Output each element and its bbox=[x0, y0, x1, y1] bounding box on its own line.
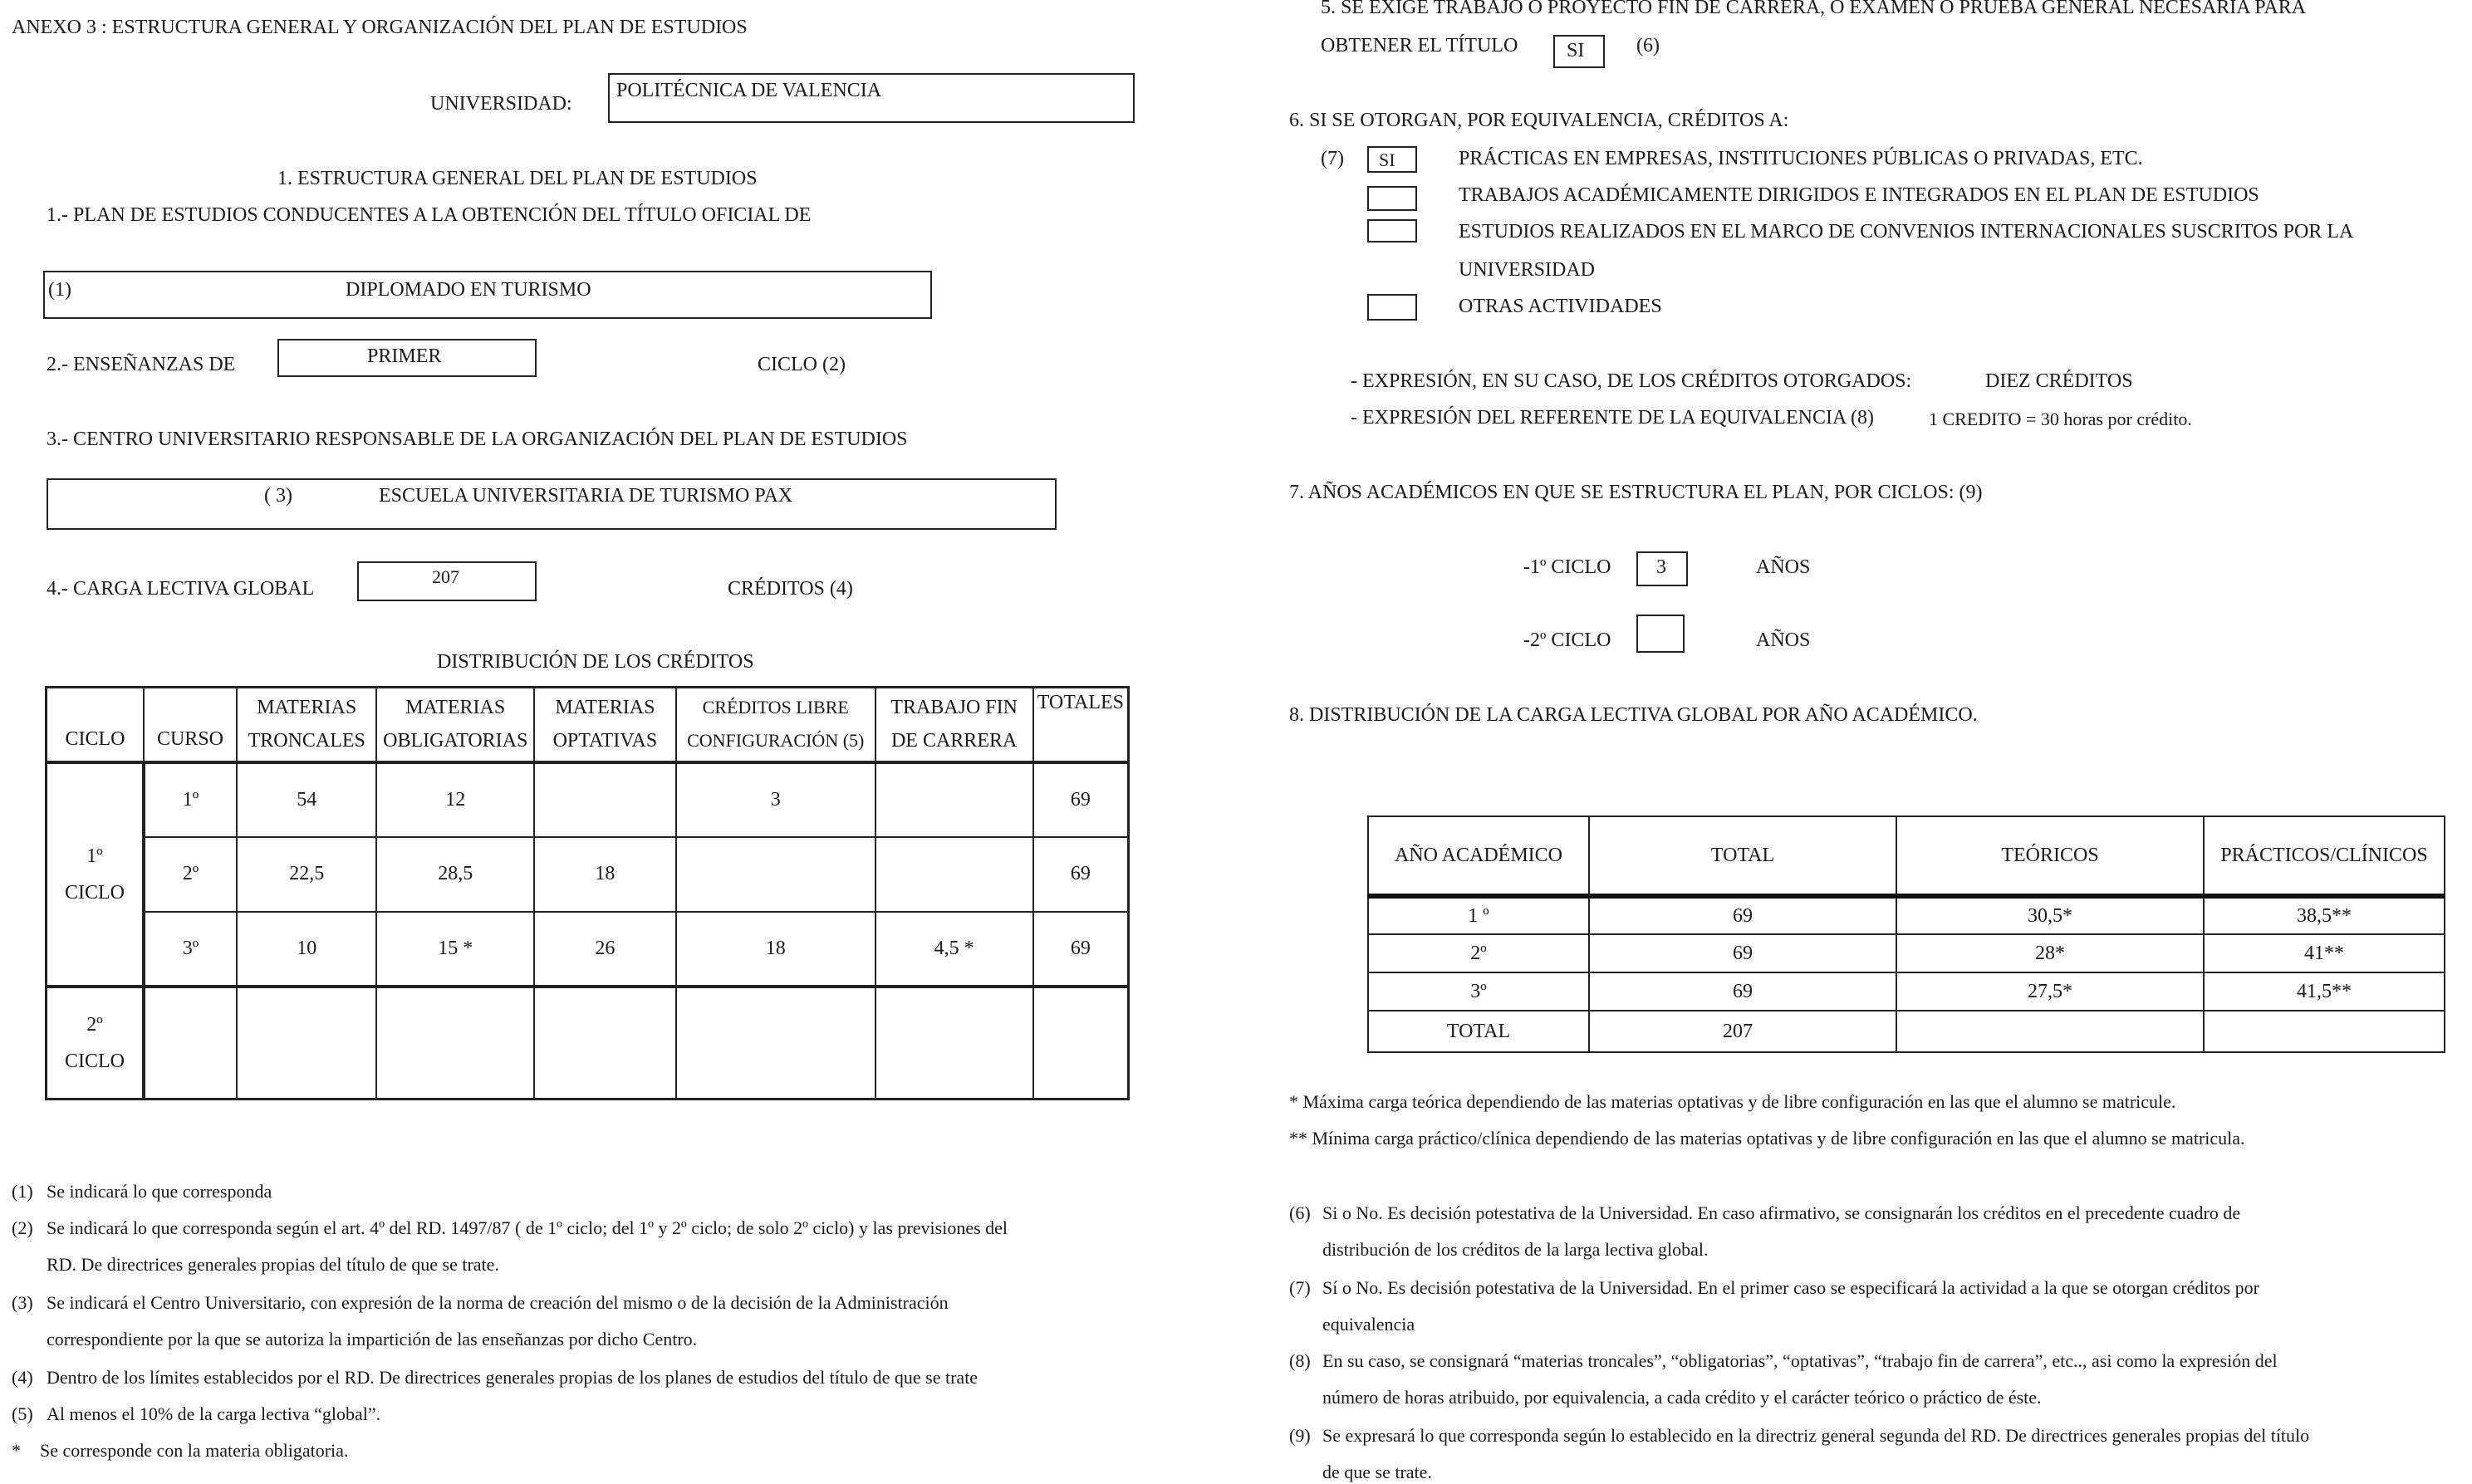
table-cell: 18 bbox=[534, 837, 676, 912]
item3-label: 3.- CENTRO UNIVERSITARIO RESPONSABLE DE LA ORGANIZACIÓN DEL PLAN DE ESTUDIOS bbox=[47, 429, 908, 450]
dist-header-cell: MATERIAS TRONCALES bbox=[237, 688, 376, 762]
table-cell bbox=[676, 837, 876, 912]
table-cell: 3º bbox=[144, 912, 237, 987]
footnote-text: Si o No. Es decisión potestativa de la Universidad. En caso afirmativo, se consignarán los créditos en el precedente cuadro de bbox=[1322, 1202, 2241, 1223]
table-row bbox=[1368, 1011, 2445, 1052]
table-cell: 38,5** bbox=[2204, 896, 2445, 934]
dist-header-cell: CRÉDITOS LIBRE CONFIGURACIÓN (5) bbox=[676, 688, 876, 762]
footnote-text: Se indicará el Centro Universitario, con expresión de la norma de creación del mismo o de la decisión de la Administración bbox=[47, 1292, 949, 1313]
table-row bbox=[47, 912, 1129, 987]
table-cell bbox=[376, 987, 534, 1100]
table-cell: 10 bbox=[237, 912, 376, 987]
table-cell: 69 bbox=[1589, 896, 1896, 934]
titulo-ref: (1) bbox=[48, 279, 71, 301]
table-cell bbox=[534, 987, 676, 1100]
table-cell: 54 bbox=[237, 762, 376, 837]
distribution-header-row bbox=[47, 688, 1129, 762]
table-cell bbox=[1896, 1011, 2204, 1052]
table-cell: 27,5* bbox=[1896, 972, 2204, 1011]
table-cell: 28,5 bbox=[376, 837, 534, 912]
titulo-value: DIPLOMADO EN TURISMO bbox=[346, 279, 591, 301]
footnote-text: distribución de los créditos de la larga lectiva global. bbox=[1322, 1239, 1709, 1260]
table-cell bbox=[534, 762, 676, 837]
footnote-text: equivalencia bbox=[1322, 1314, 1415, 1335]
footnote-text: En su caso, se consignará “materias troncales”, “obligatorias”, “optativas”, “trabajo fin de carrera”, etc.., asi como la expresión del bbox=[1322, 1350, 2278, 1371]
table-cell: 69 bbox=[1589, 934, 1896, 972]
item5-value: SI bbox=[1567, 40, 1585, 61]
item8-title: 8. DISTRIBUCIÓN DE LA CARGA LECTIVA GLOBAL POR AÑO ACADÉMICO. bbox=[1289, 704, 1978, 726]
option-practicas: PRÁCTICAS EN EMPRESAS, INSTITUCIONES PÚBLICAS O PRIVADAS, ETC. bbox=[1459, 148, 2143, 169]
ciclo2-field bbox=[1636, 615, 1685, 653]
dist-header-cell: CURSO bbox=[144, 688, 237, 762]
table-cell: 2º bbox=[144, 837, 237, 912]
table-cell bbox=[876, 762, 1033, 837]
table-cell: 15 * bbox=[376, 912, 534, 987]
item5-line1: 5. SE EXIGE TRABAJO O PROYECTO FIN DE CARRERA, O EXAMEN O PRUEBA GENERAL NECESARIA PARA bbox=[1321, 0, 2307, 18]
item6-title: 6. SI SE OTORGAN, POR EQUIVALENCIA, CRÉDITOS A: bbox=[1289, 110, 1789, 131]
table-cell bbox=[144, 987, 237, 1100]
centro-value: ESCUELA UNIVERSITARIA DE TURISMO PAX bbox=[379, 485, 793, 507]
star-note: ** Mínima carga práctico/clínica dependiendo de las materias optativas y de libre configuración en las que el alumno se matricula. bbox=[1289, 1128, 2245, 1149]
annual-header-cell: PRÁCTICOS/CLÍNICOS bbox=[2204, 816, 2445, 896]
table-cell: 12 bbox=[376, 762, 534, 837]
table-cell: 1 º bbox=[1368, 896, 1589, 934]
footnote-text: Se indicará lo que corresponda según el art. 4º del RD. 1497/87 ( de 1º ciclo; del 1º y 2º ciclo; de solo 2º ciclo) y las previsiones del bbox=[47, 1217, 1008, 1238]
footnote-ref: (7) bbox=[1289, 1277, 1311, 1298]
footnote-ref: (9) bbox=[1289, 1425, 1311, 1446]
footnote-text: RD. De directrices generales propias del título de que se trate. bbox=[47, 1254, 499, 1275]
option-otras: OTRAS ACTIVIDADES bbox=[1459, 296, 1662, 317]
annual-header-cell: TEÓRICOS bbox=[1896, 816, 2204, 896]
universidad-value: POLITÉCNICA DE VALENCIA bbox=[616, 80, 882, 101]
footnote-ref: (2) bbox=[12, 1217, 33, 1238]
table-cell: 30,5* bbox=[1896, 896, 2204, 934]
table-cell: 28* bbox=[1896, 934, 2204, 972]
footnote-ref: (1) bbox=[12, 1181, 33, 1202]
table-cell bbox=[237, 987, 376, 1100]
ensenanzas-value: PRIMER bbox=[367, 345, 442, 367]
ciclo1-anos: AÑOS bbox=[1756, 556, 1811, 578]
table-cell: 26 bbox=[534, 912, 676, 987]
item7-title: 7. AÑOS ACADÉMICOS EN QUE SE ESTRUCTURA EL PLAN, POR CICLOS: (9) bbox=[1289, 482, 1983, 503]
distribution-table bbox=[45, 686, 1130, 1100]
footnote-text: Se corresponde con la materia obligatoria. bbox=[40, 1440, 349, 1461]
annual-header-cell: TOTAL bbox=[1589, 816, 1896, 896]
footnote-ref: (4) bbox=[12, 1367, 33, 1388]
section1-title: 1. ESTRUCTURA GENERAL DEL PLAN DE ESTUDIOS bbox=[277, 168, 758, 189]
table-cell bbox=[876, 837, 1033, 912]
expr2-label: - EXPRESIÓN DEL REFERENTE DE LA EQUIVALENCIA (8) bbox=[1351, 407, 1874, 429]
ciclo1-cell: 1º CICLO bbox=[47, 762, 144, 987]
option-trabajos: TRABAJOS ACADÉMICAMENTE DIRIGIDOS E INTEGRADOS EN EL PLAN DE ESTUDIOS bbox=[1459, 184, 2259, 206]
table-cell bbox=[676, 987, 876, 1100]
footnote-ref: * bbox=[12, 1440, 21, 1461]
table-cell: 41** bbox=[2204, 934, 2445, 972]
item2-label: 2.- ENSEÑANZAS DE bbox=[47, 354, 236, 375]
table-cell: 2º bbox=[1368, 934, 1589, 972]
carga-value: 207 bbox=[432, 566, 459, 587]
footnote-ref: (6) bbox=[1289, 1202, 1311, 1223]
item4-label: 4.- CARGA LECTIVA GLOBAL bbox=[47, 578, 315, 600]
dist-header-cell: MATERIAS OPTATIVAS bbox=[534, 688, 676, 762]
expr1-value: DIEZ CRÉDITOS bbox=[1985, 370, 2133, 392]
footnote-text: Dentro de los límites establecidos por el RD. De directrices generales propias de los planes de estudios del título de que se trate bbox=[47, 1367, 978, 1388]
table-row bbox=[1368, 934, 2445, 972]
footnote-ref: (3) bbox=[12, 1292, 33, 1313]
footnote-text: Al menos el 10% de la carga lectiva “global”. bbox=[47, 1403, 381, 1424]
ciclo1-value: 3 bbox=[1656, 556, 1666, 578]
ciclo2-anos: AÑOS bbox=[1756, 629, 1811, 651]
table-cell: 207 bbox=[1589, 1011, 1896, 1052]
footnote-text: Se indicará lo que corresponda bbox=[47, 1181, 272, 1202]
table-row bbox=[47, 987, 1129, 1100]
item5-line2: OBTENER EL TÍTULO bbox=[1321, 35, 1518, 56]
table-cell: 41,5** bbox=[2204, 972, 2445, 1011]
dist-header-cell: TRABAJO FIN DE CARRERA bbox=[876, 688, 1033, 762]
table-cell: 18 bbox=[676, 912, 876, 987]
table-cell bbox=[876, 987, 1033, 1100]
dist-header-cell: MATERIAS OBLIGATORIAS bbox=[376, 688, 534, 762]
annual-header-row bbox=[1368, 816, 2445, 896]
dist-header-cell: CICLO bbox=[47, 688, 144, 762]
item6-ref: (7) bbox=[1321, 148, 1344, 169]
star-note: * Máxima carga teórica dependiendo de las materias optativas y de libre configuración en las que el alumno se matricule. bbox=[1289, 1091, 2176, 1112]
table-row bbox=[1368, 896, 2445, 934]
table-row bbox=[47, 762, 1129, 837]
expr2-value: 1 CREDITO = 30 horas por crédito. bbox=[1929, 409, 2192, 429]
table-cell: 22,5 bbox=[237, 837, 376, 912]
table-cell: 1º bbox=[144, 762, 237, 837]
table-cell: TOTAL bbox=[1368, 1011, 1589, 1052]
dist-header-cell: TOTALES bbox=[1033, 688, 1129, 762]
footnote-text: de que se trate. bbox=[1322, 1462, 1432, 1482]
table-row bbox=[1368, 972, 2445, 1011]
practicas-checkbox bbox=[1367, 146, 1417, 173]
titulo-field bbox=[43, 271, 932, 319]
table-cell: 3º bbox=[1368, 972, 1589, 1011]
option-estudios: ESTUDIOS REALIZADOS EN EL MARCO DE CONVENIOS INTERNACIONALES SUSCRITOS POR LA bbox=[1459, 221, 2354, 242]
trabajos-checkbox bbox=[1367, 186, 1417, 211]
dist-title: DISTRIBUCIÓN DE LOS CRÉDITOS bbox=[437, 651, 754, 673]
footnote-ref: (5) bbox=[12, 1403, 33, 1424]
option-estudios-cont: UNIVERSIDAD bbox=[1459, 259, 1595, 281]
footnote-text: Sí o No. Es decisión potestativa de la Universidad. En el primer caso se especificará la actividad a la que se otorgan créditos por bbox=[1322, 1277, 2259, 1298]
universidad-field bbox=[608, 73, 1135, 123]
table-cell: 69 bbox=[1033, 837, 1129, 912]
table-cell: 69 bbox=[1033, 762, 1129, 837]
page-header: ANEXO 3 : ESTRUCTURA GENERAL Y ORGANIZACIÓN DEL PLAN DE ESTUDIOS bbox=[12, 17, 748, 38]
table-cell bbox=[2204, 1011, 2445, 1052]
item4-suffix: CRÉDITOS (4) bbox=[728, 578, 853, 600]
annual-header-cell: AÑO ACADÉMICO bbox=[1368, 816, 1589, 896]
carga-field bbox=[357, 561, 537, 601]
item2-suffix: CICLO (2) bbox=[758, 354, 846, 375]
centro-field bbox=[47, 478, 1057, 530]
item5-field bbox=[1553, 35, 1605, 68]
ciclo2-label: -2º CICLO bbox=[1523, 629, 1611, 651]
estudios-checkbox bbox=[1367, 219, 1417, 242]
otras-checkbox bbox=[1367, 294, 1417, 321]
item5-ref: (6) bbox=[1636, 35, 1660, 56]
table-cell: 4,5 * bbox=[876, 912, 1033, 987]
ensenanzas-field bbox=[277, 339, 537, 377]
ciclo1-label: -1º CICLO bbox=[1523, 556, 1611, 578]
footnote-ref: (8) bbox=[1289, 1350, 1311, 1371]
ciclo2-cell: 2º CICLO bbox=[47, 987, 144, 1100]
table-cell: 3 bbox=[676, 762, 876, 837]
universidad-label: UNIVERSIDAD: bbox=[430, 93, 572, 115]
footnote-text: Se expresará lo que corresponda según lo establecido en la directriz general segunda del RD. De directrices generales propias del título bbox=[1322, 1425, 2310, 1446]
centro-ref: ( 3) bbox=[264, 485, 292, 507]
annual-table bbox=[1367, 815, 2445, 1053]
table-cell bbox=[1033, 987, 1129, 1100]
table-row bbox=[47, 837, 1129, 912]
footnote-text: número de horas atribuido, por equivalencia, a cada crédito y el carácter teórico o práctico de éste. bbox=[1322, 1387, 2042, 1408]
expr1-label: - EXPRESIÓN, EN SU CASO, DE LOS CRÉDITOS OTORGADOS: bbox=[1351, 370, 1912, 392]
footnote-text: correspondiente por la que se autoriza la impartición de las enseñanzas por dicho Centro. bbox=[47, 1329, 698, 1349]
item1-label: 1.- PLAN DE ESTUDIOS CONDUCENTES A LA OBTENCIÓN DEL TÍTULO OFICIAL DE bbox=[47, 204, 812, 226]
table-cell: 69 bbox=[1033, 912, 1129, 987]
ciclo1-field bbox=[1636, 551, 1688, 586]
practicas-value: SI bbox=[1379, 149, 1395, 170]
table-cell: 69 bbox=[1589, 972, 1896, 1011]
